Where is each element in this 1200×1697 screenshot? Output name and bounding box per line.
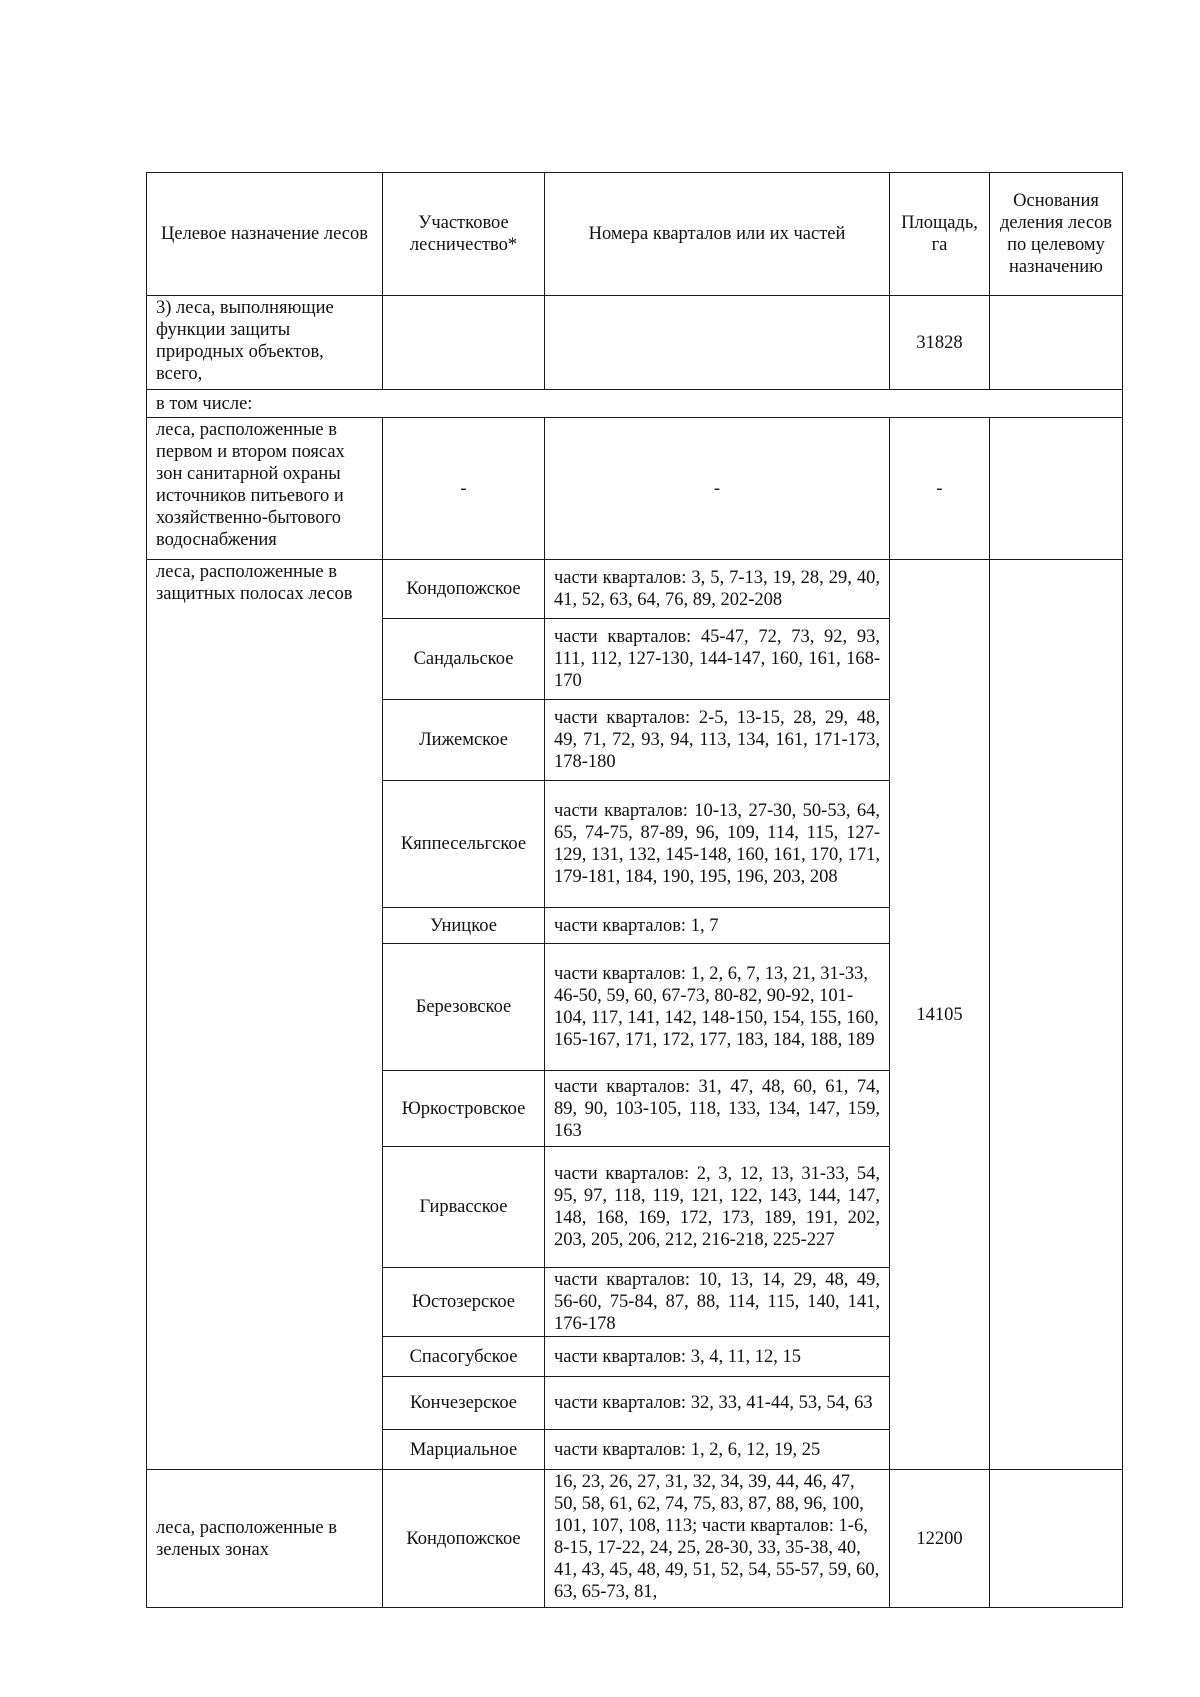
protective-basis — [990, 296, 1123, 390]
protective-quarters — [545, 296, 890, 390]
water-supply-quarters: - — [545, 418, 890, 560]
header-purpose: Целевое назначение лесов — [147, 173, 383, 296]
header-basis: Основания деления лесов по целевому назначению — [990, 173, 1123, 296]
protective-area: 31828 — [890, 296, 990, 390]
belts-quarters: части кварталов: 2-5, 13-15, 28, 29, 48, 49, 71, 72, 93, 94, 113, 134, 161, 171-173, 178-180 — [545, 700, 890, 781]
belts-district: Юстозерское — [383, 1268, 545, 1337]
belts-district: Марциальное — [383, 1430, 545, 1470]
belts-quarters: части кварталов: 31, 47, 48, 60, 61, 74, 89, 90, 103-105, 118, 133, 134, 147, 159, 163 — [545, 1071, 890, 1147]
header-quarters: Номера кварталов или их частей — [545, 173, 890, 296]
header-area: Площадь, га — [890, 173, 990, 296]
table-header-row — [147, 173, 1123, 296]
green-zone-row — [147, 1470, 1123, 1608]
belts-district: Уницкое — [383, 908, 545, 944]
belts-district: Кончезерское — [383, 1377, 545, 1430]
belts-district: Кондопожское — [383, 560, 545, 619]
water-supply-purpose: леса, расположенные в первом и втором поясах зон санитарной охраны источников питьевого и хозяйственно-бытового водоснабжения — [147, 418, 383, 560]
protective-purpose: 3) леса, выполняющие функции защиты природных объектов, всего, — [147, 296, 383, 390]
belts-district: Лижемское — [383, 700, 545, 781]
belts-quarters: части кварталов: 3, 5, 7-13, 19, 28, 29, 40, 41, 52, 63, 64, 76, 89, 202-208 — [545, 560, 890, 619]
forest-purpose-table — [146, 172, 1123, 1608]
belts-row — [147, 560, 1123, 619]
belts-district: Юркостровское — [383, 1071, 545, 1147]
belts-district: Березовское — [383, 944, 545, 1071]
green-zone-district: Кондопожское — [383, 1470, 545, 1608]
water-supply-district: - — [383, 418, 545, 560]
belts-quarters: части кварталов: 1, 7 — [545, 908, 890, 944]
green-zone-basis — [990, 1470, 1123, 1608]
belts-quarters: части кварталов: 2, 3, 12, 13, 31-33, 54, 95, 97, 118, 119, 121, 122, 143, 144, 147, 148, 168, 169, 172, 173, 189, 191, 202, 203, 205, 206, 212, 216-218, 225-227 — [545, 1147, 890, 1268]
including-row — [147, 390, 1123, 418]
belts-quarters: части кварталов: 1, 2, 6, 12, 19, 25 — [545, 1430, 890, 1470]
belts-area: 14105 — [890, 560, 990, 1470]
belts-district: Кяппесельгское — [383, 781, 545, 908]
belts-quarters: части кварталов: 10, 13, 14, 29, 48, 49, 56-60, 75-84, 87, 88, 114, 115, 140, 141, 176-178 — [545, 1268, 890, 1337]
protective-total-row — [147, 296, 1123, 390]
green-zone-area: 12200 — [890, 1470, 990, 1608]
protective-district — [383, 296, 545, 390]
belts-quarters: части кварталов: 32, 33, 41-44, 53, 54, 63 — [545, 1377, 890, 1430]
belts-district: Спасогубское — [383, 1337, 545, 1377]
belts-district: Сандальское — [383, 619, 545, 700]
belts-quarters: части кварталов: 1, 2, 6, 7, 13, 21, 31-33, 46-50, 59, 60, 67-73, 80-82, 90-92, 101-104, 117, 141, 142, 148-150, 154, 155, 160, 165-167, 171, 172, 177, 183, 184, 188, 189 — [545, 944, 890, 1071]
belts-district: Гирвасское — [383, 1147, 545, 1268]
green-zone-purpose: леса, расположенные в зеленых зонах — [147, 1470, 383, 1608]
belts-quarters: части кварталов: 3, 4, 11, 12, 15 — [545, 1337, 890, 1377]
belts-purpose: леса, расположенные в защитных полосах лесов — [147, 560, 383, 1470]
green-zone-quarters: 16, 23, 26, 27, 31, 32, 34, 39, 44, 46, 47, 50, 58, 61, 62, 74, 75, 83, 87, 88, 96, 100, 101, 107, 108, 113; части кварталов: 1-6, 8-15, 17-22, 24, 25, 28-30, 33, 35-38, 40, 41, 43, 45, 48, 49, 51, 52, 54, 55-57, 59, 60, 63, 65-73, 81, — [545, 1470, 890, 1608]
belts-quarters: части кварталов: 45-47, 72, 73, 92, 93, 111, 112, 127-130, 144-147, 160, 161, 168-170 — [545, 619, 890, 700]
header-district: Участковое лесничество* — [383, 173, 545, 296]
water-supply-basis — [990, 418, 1123, 560]
belts-quarters: части кварталов: 10-13, 27-30, 50-53, 64, 65, 74-75, 87-89, 96, 109, 114, 115, 127-129, 131, 132, 145-148, 160, 161, 170, 171, 179-181, 184, 190, 195, 196, 203, 208 — [545, 781, 890, 908]
water-supply-area: - — [890, 418, 990, 560]
belts-basis — [990, 560, 1123, 1470]
including-label: в том числе: — [147, 390, 1123, 418]
water-supply-row — [147, 418, 1123, 560]
